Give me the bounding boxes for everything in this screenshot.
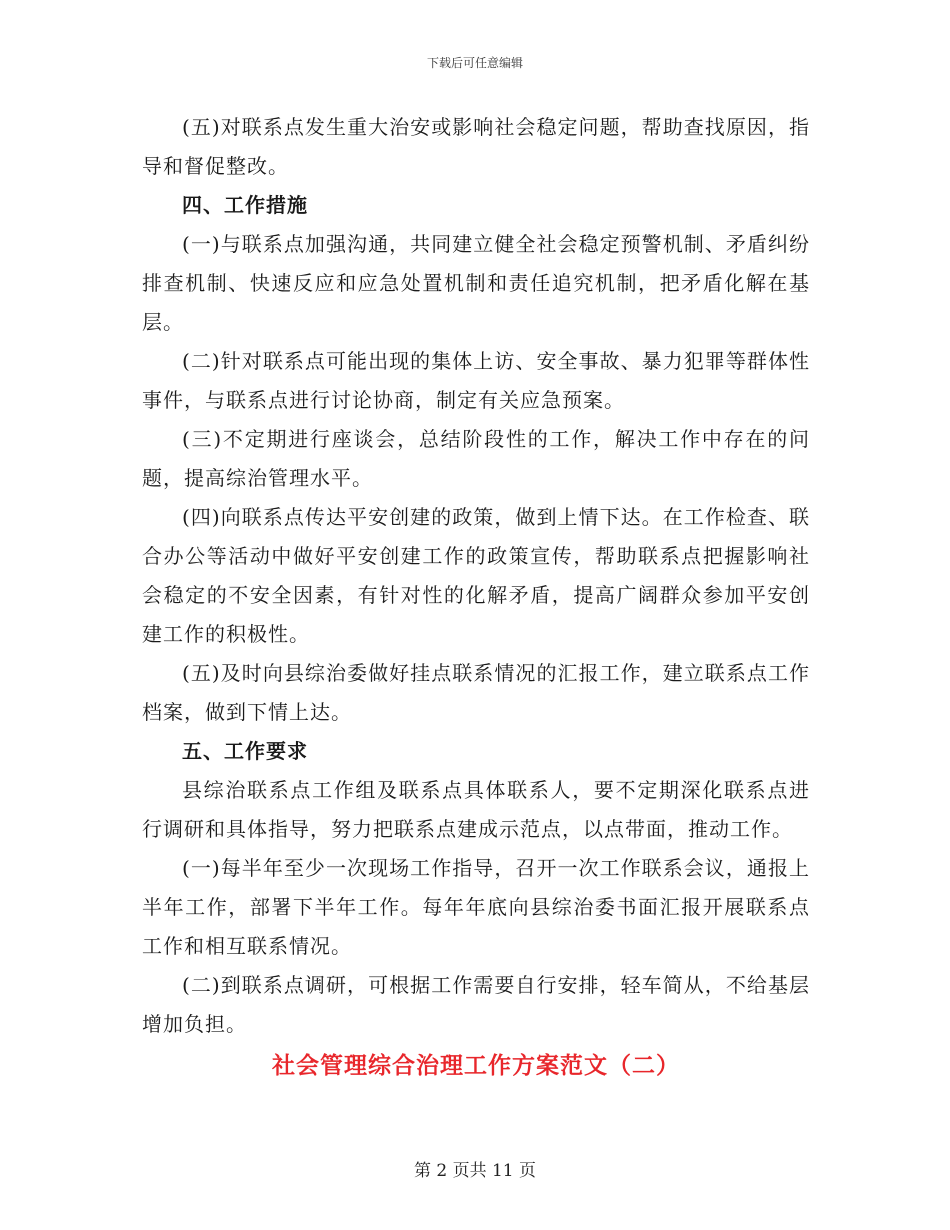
paragraph: 县综治联系点工作组及联系点具体联系人，要不定期深化联系点进行调研和具体指导，努力把联系点建成示范点，以点带面，推动工作。	[142, 778, 810, 841]
paragraph: (一)与联系点加强沟通，共同建立健全社会稳定预警机制、矛盾纠纷排查机制、快速反应和应急处置机制和责任追究机制，把矛盾化解在基层。	[142, 232, 810, 334]
paragraph: (一)每半年至少一次现场工作指导，召开一次工作联系会议，通报上半年工作，部署下半年工作。每年年底向县综治委书面汇报开展联系点工作和相互联系情况。	[142, 856, 810, 958]
paragraph: (二)到联系点调研，可根据工作需要自行安排，轻车简从，不给基层增加负担。	[142, 973, 810, 1036]
page-number: 第 2 页共 11 页	[413, 1161, 537, 1181]
paragraph: (二)针对联系点可能出现的集体上访、安全事故、暴力犯罪等群体性事件，与联系点进行讨论协商，制定有关应急预案。	[142, 349, 810, 412]
section-heading: 五、工作要求	[182, 739, 308, 763]
paragraph: (四)向联系点传达平安创建的政策，做到上情下达。在工作检查、联合办公等活动中做好平安创建工作的政策宣传，帮助联系点把握影响社会稳定的不安全因素，有针对性的化解矛盾，提高广阔群众参加平安创建工作的积极性。	[142, 505, 810, 646]
section-heading: 四、工作措施	[182, 193, 308, 217]
header-note: 下载后可任意编辑	[426, 56, 523, 70]
paragraph: (五)及时向县综治委做好挂点联系情况的汇报工作，建立联系点工作档案，做到下情上达。	[142, 661, 810, 724]
paragraph: (三)不定期进行座谈会，总结阶段性的工作，解决工作中存在的问题，提高综治管理水平。	[142, 427, 810, 490]
document-title: 社会管理综合治理工作方案范文（二）	[272, 1052, 680, 1079]
paragraph: (五)对联系点发生重大治安或影响社会稳定问题，帮助查找原因，指导和督促整改。	[142, 115, 810, 178]
document-body	[142, 108, 810, 1086]
